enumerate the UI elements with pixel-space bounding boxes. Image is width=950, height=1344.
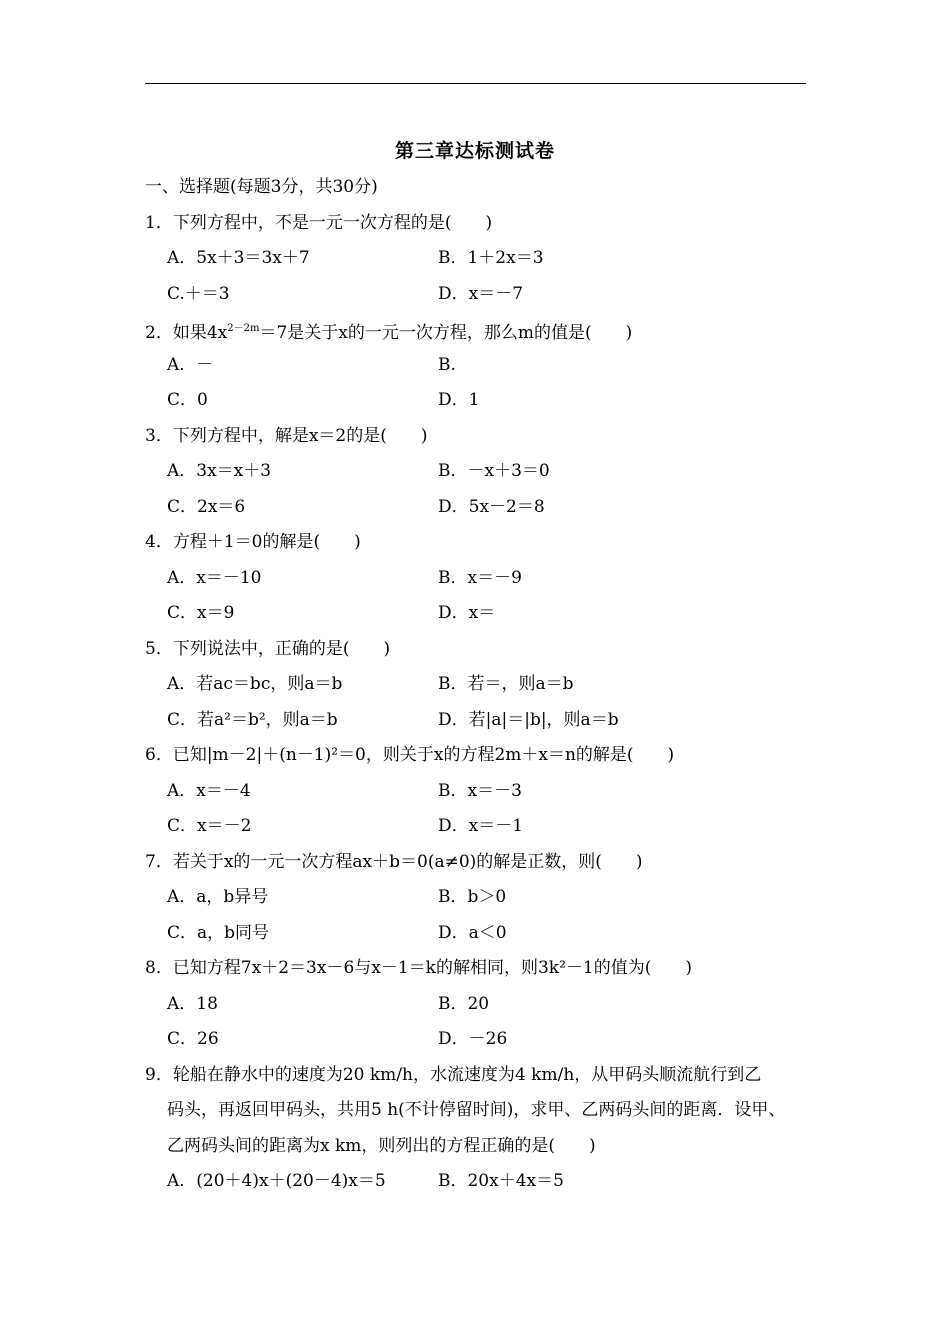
question-7-option-a: A．a，b异号 <box>167 887 269 907</box>
question-3-stem: 3．下列方程中，解是x＝2的是( ) <box>145 426 428 446</box>
question-2-stem-pre: 2．如果4x <box>145 323 228 343</box>
question-2-option-a: A．－ <box>167 355 214 375</box>
question-7-option-c: C．a，b同号 <box>167 923 270 943</box>
question-9-option-b: B．20x＋4x＝5 <box>438 1171 564 1191</box>
question-7-option-d: D．a＜0 <box>438 923 507 943</box>
question-9-stem-line-2: 码头，再返回甲码头，共用5 h(不计停留时间)，求甲、乙两码头间的距离．设甲、 <box>167 1100 786 1120</box>
question-6-option-c: C．x＝－2 <box>167 816 252 836</box>
question-1-stem: 1．下列方程中，不是一元一次方程的是( ) <box>145 213 493 233</box>
page-title: 第三章达标测试卷 <box>394 140 555 162</box>
question-4-option-d: D．x＝ <box>438 603 496 623</box>
question-8-option-a: A．18 <box>167 994 218 1014</box>
question-6-option-d: D．x＝－1 <box>438 816 524 836</box>
question-3-option-d: D．5x－2＝8 <box>438 497 545 517</box>
question-1-option-d: D．x＝－7 <box>438 284 524 304</box>
question-2-option-c: C．0 <box>167 390 208 410</box>
question-8-option-c: C．26 <box>167 1029 219 1049</box>
question-6-option-b: B．x＝－3 <box>438 781 522 801</box>
question-4-option-b: B．x＝－9 <box>438 568 522 588</box>
question-2-stem <box>145 317 632 345</box>
question-5-option-b: B．若＝，则a＝b <box>438 674 574 694</box>
question-3-option-c: C．2x＝6 <box>167 497 246 517</box>
question-8-option-d: D．－26 <box>438 1029 508 1049</box>
question-2-option-d: D．1 <box>438 390 480 410</box>
question-6-stem: 6．已知|m－2|＋(n－1)²＝0，则关于x的方程2m＋x＝n的解是( ) <box>145 745 675 765</box>
question-7-stem: 7．若关于x的一元一次方程ax＋b＝0(a≠0)的解是正数，则( ) <box>145 852 643 872</box>
question-2-stem-post: ＝7是关于x的一元一次方程，那么m的值是( ) <box>259 323 633 343</box>
question-8-stem: 8．已知方程7x＋2＝3x－6与x－1＝k的解相同，则3k²－1的值为( ) <box>145 958 692 978</box>
question-2-exponent: 2－2m <box>227 323 260 334</box>
question-4-stem: 4．方程＋1＝0的解是( ) <box>145 532 361 552</box>
question-6-option-a: A．x＝－4 <box>167 781 251 801</box>
question-1-option-b: B．1＋2x＝3 <box>438 248 544 268</box>
header-rule <box>145 83 806 84</box>
question-8-option-b: B．20 <box>438 994 490 1014</box>
question-2-option-b: B. <box>438 355 456 375</box>
question-5-option-c: C．若a²＝b²，则a＝b <box>167 710 338 730</box>
question-1-option-a: A．5x＋3＝3x＋7 <box>167 248 310 268</box>
question-9-stem-line-3: 乙两码头间的距离为x km，则列出的方程正确的是( ) <box>167 1136 596 1156</box>
question-3-option-a: A．3x＝x＋3 <box>167 461 272 481</box>
question-9-option-a: A．(20＋4)x＋(20－4)x＝5 <box>167 1171 386 1191</box>
question-3-option-b: B．－x＋3＝0 <box>438 461 550 481</box>
question-4-option-c: C．x＝9 <box>167 603 235 623</box>
section-heading: 一、选择题(每题3分，共30分) <box>145 177 378 197</box>
question-5-stem: 5．下列说法中，正确的是( ) <box>145 639 391 659</box>
question-5-option-d: D．若|a|＝|b|，则a＝b <box>438 710 619 730</box>
question-5-option-a: A．若ac＝bc，则a＝b <box>167 674 343 694</box>
question-7-option-b: B．b＞0 <box>438 887 507 907</box>
question-4-option-a: A．x＝－10 <box>167 568 262 588</box>
question-1-option-c: C.＋＝3 <box>167 284 230 304</box>
question-9-stem-line-1: 9．轮船在静水中的速度为20 km/h，水流速度为4 km/h，从甲码头顺流航行到乙 <box>145 1065 762 1085</box>
